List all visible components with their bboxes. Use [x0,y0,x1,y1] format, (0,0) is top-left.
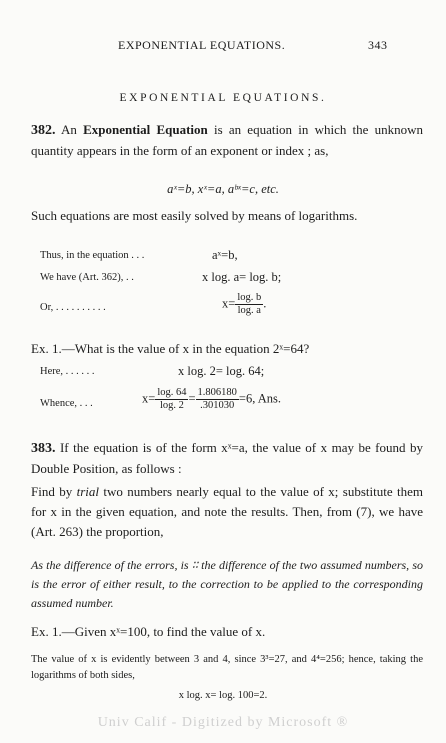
page-number: 343 [368,38,388,52]
evident-paragraph: The value of x is evidently between 3 and 4, since 3³=27, and 4⁴=256; hence, taking the logarithms of both sides, [31,654,423,681]
whence-equation [142,387,281,412]
example-1 [31,341,309,357]
article-382 [31,120,423,161]
thus-label: Thus, in the equation . . . [40,250,145,261]
have-equation: x log. a= log. b; [202,270,282,284]
whence-label: Whence, . . . [40,398,93,409]
examples-line: aˣ=b, xˣ=a, aᵇˣ=c, etc. [167,182,279,196]
or-lhs: x= [222,296,236,311]
here-equation: x log. 2= log. 64; [178,364,265,378]
find-paragraph [31,482,423,542]
whence-numerator-1: log. 64 [157,387,187,398]
or-fraction [235,292,263,317]
whence-lhs: x= [142,391,156,406]
find-paragraph-b: two numbers nearly equal to the value of x; substitute them for x in the given equation, and note the results. Then, from (7), we have (Art. 263) the proportion, [31,484,423,539]
here-label: Here, . . . . . . [40,366,95,377]
example-2 [31,624,265,640]
section-title: EXPONENTIAL EQUATIONS. [119,92,327,104]
whence-denominator-2: .301030 [200,400,235,411]
last-equation: x log. x= log. 100=2. [178,690,268,701]
whence-equals: = [188,391,196,406]
whence-numerator-2: 1.806180 [197,387,237,398]
article-382-number: 382. [31,123,56,138]
article-383-text: If the equation is of the form xˣ=a, the value of x may be found by Double Position, as follows : [31,440,423,476]
whence-fraction-2 [196,387,239,412]
whence-denominator-1: log. 2 [159,400,184,411]
or-numerator: log. b [237,292,262,303]
rule-text: As the difference of the errors, is ∶∶ the difference of the two assumed numbers, so is the error of either result, to the correction to be applied to the corresponding assumed number. [31,558,423,610]
article-382-lead: An [55,122,84,137]
example-2-text: —Given xˣ=100, to find the value of x. [61,624,266,639]
article-383 [31,438,423,479]
have-label: We have (Art. 362), . . [40,272,134,283]
example-1-label: Ex. 1. [31,341,62,356]
logarithms-paragraph: Such equations are most easily solved by means of logarithms. [31,208,358,223]
find-paragraph-trial: trial [76,484,100,499]
or-equation [222,292,266,317]
example-1-text: —What is the value of x in the equation 2ˣ=64? [61,341,310,356]
example-2-label: Ex. 1. [31,624,62,639]
article-383-number: 383. [31,441,56,456]
thus-equation: aˣ=b, [212,248,238,262]
or-label: Or, . . . . . . . . . . [40,302,106,313]
article-382-text: is an equation in which the unknown quantity appears in the form of an exponent or index ; as, [31,122,424,158]
or-denominator: log. a [237,305,261,316]
or-end: . [263,296,267,311]
article-382-term: Exponential Equation [83,122,208,137]
whence-result: =6, Ans. [238,391,282,406]
library-watermark: Univ Calif - Digitized by Microsoft ® [97,715,349,730]
running-head-title: EXPONENTIAL EQUATIONS. [118,38,286,52]
whence-fraction-1 [155,387,188,412]
find-paragraph-a: Find by [31,484,77,499]
